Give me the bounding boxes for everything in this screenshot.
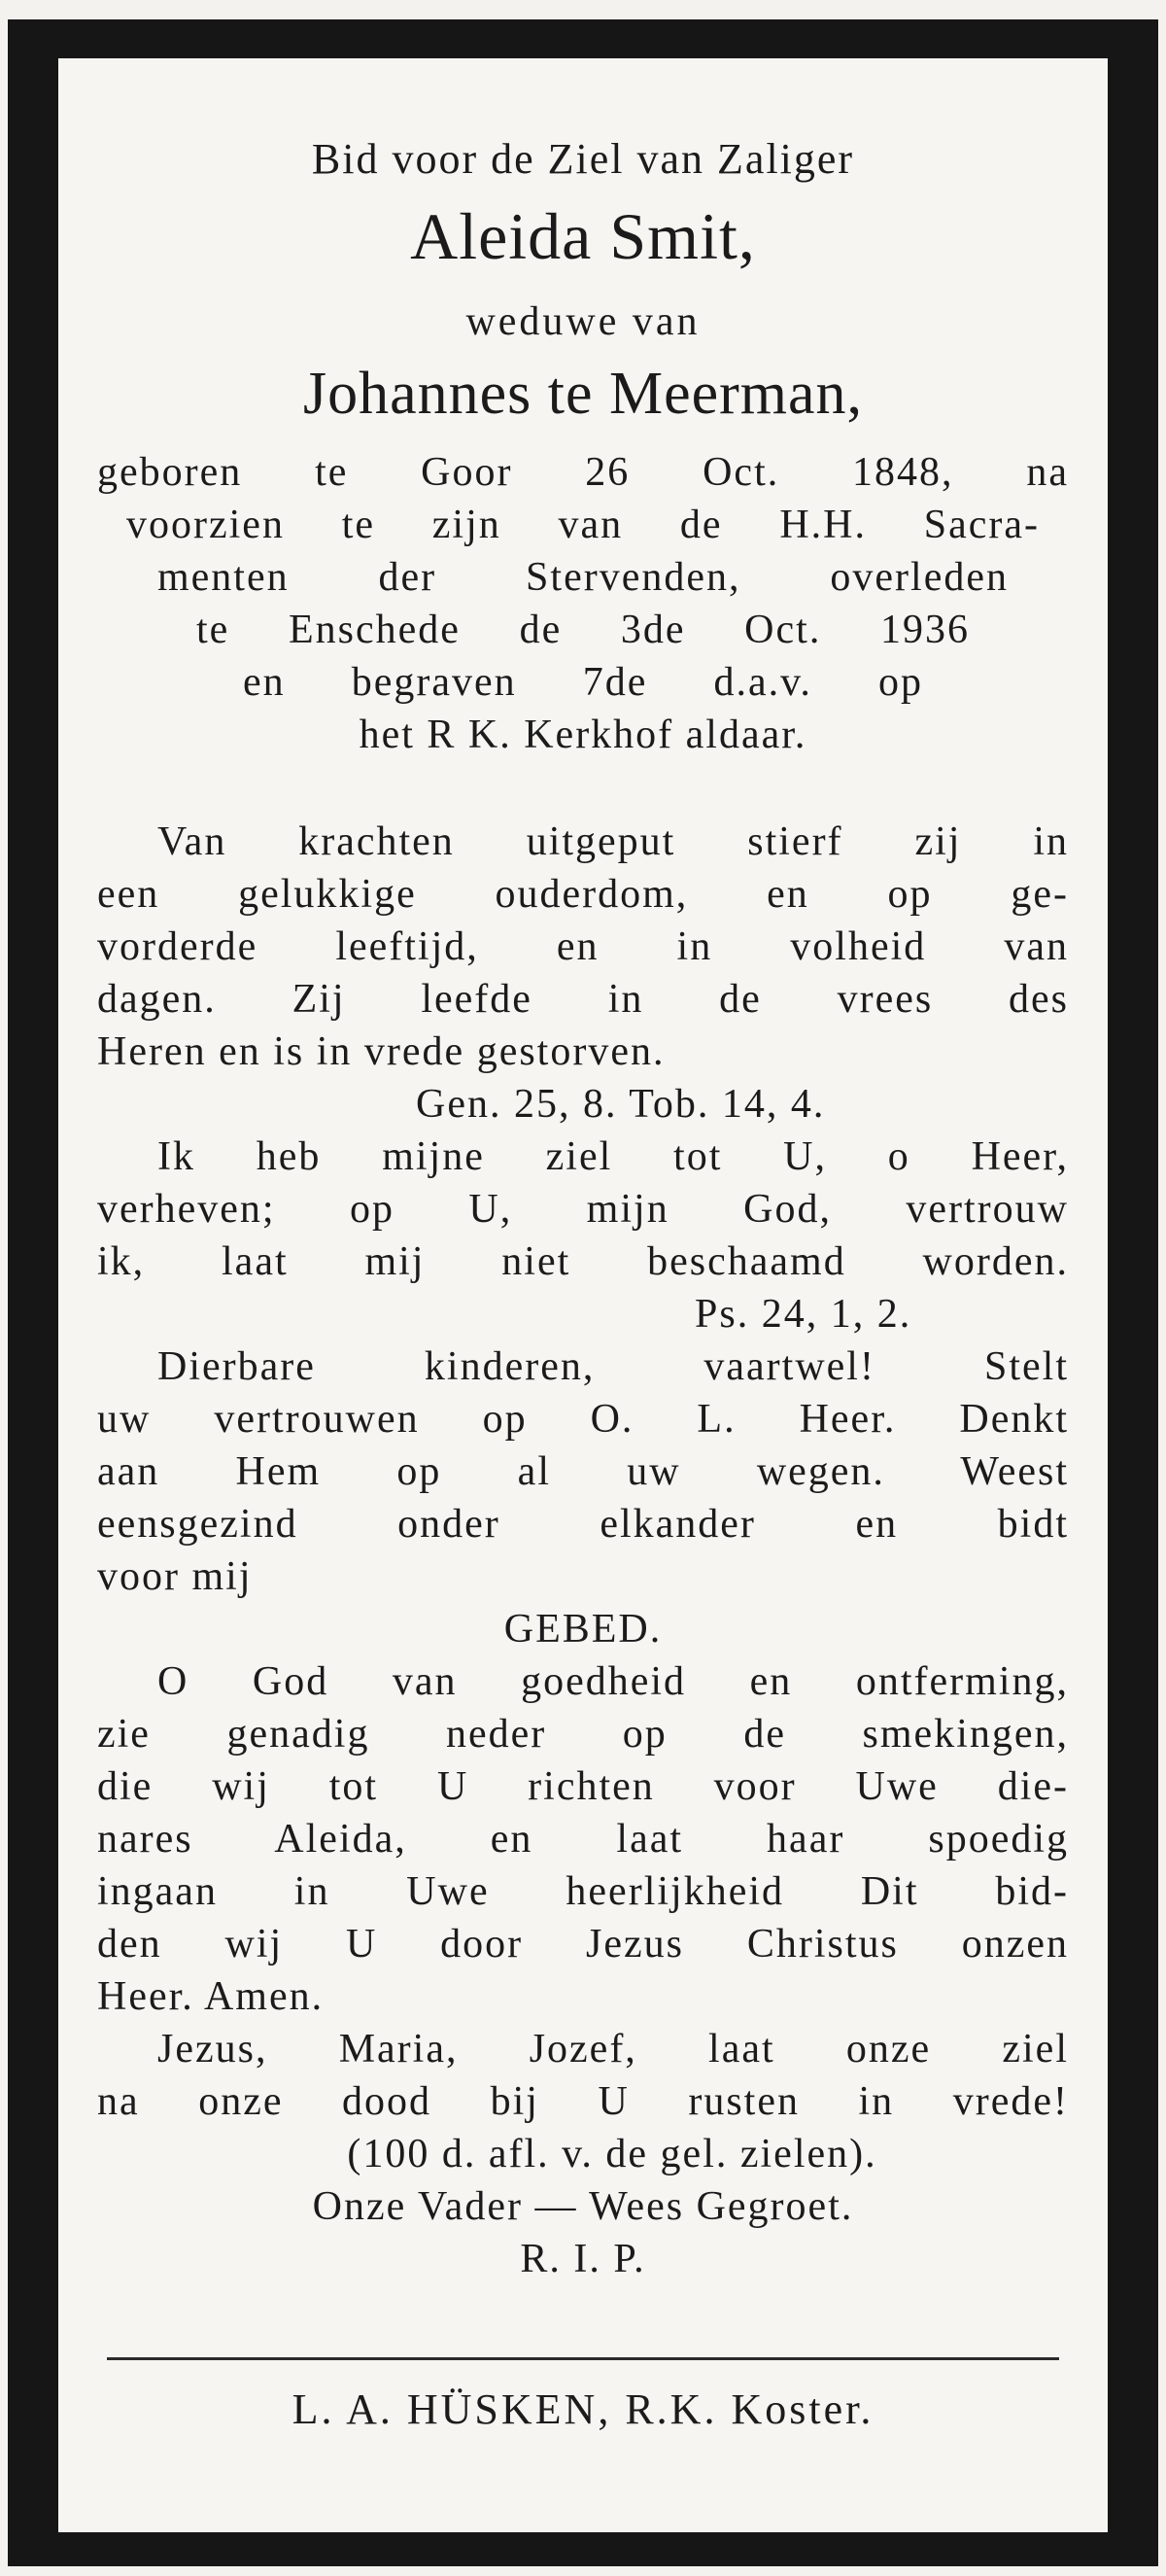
biography-line: het R K. Kerkhof aldaar. bbox=[359, 713, 807, 757]
farewell-line: voor mij bbox=[97, 1554, 253, 1599]
prayer-line: O God van goedheid en ontferming, bbox=[157, 1659, 1069, 1704]
prayer-line: Heer. Amen. bbox=[97, 1974, 325, 2019]
biography bbox=[97, 446, 1069, 761]
scripture-line: Ik heb mijne ziel tot U, o Heer, bbox=[157, 1134, 1069, 1179]
invocation-line: na onze dood bij U rusten in vrede! bbox=[97, 2079, 1069, 2124]
prayer-line: ingaan in Uwe heerlijkheid Dit bid- bbox=[97, 1869, 1069, 1914]
farewell-line: aan Hem op al uw wegen. Weest bbox=[97, 1449, 1069, 1494]
prayer bbox=[97, 1655, 1069, 2023]
prayer-line: den wij U door Jezus Christus onzen bbox=[97, 1922, 1069, 1967]
invocation bbox=[97, 2023, 1069, 2128]
scripture-2 bbox=[97, 1131, 1069, 1340]
prayer-heading: GEBED. bbox=[503, 1607, 663, 1652]
prayer-line: zie genadig neder op de smekingen, bbox=[97, 1712, 1069, 1757]
scripture-line: ik, laat mij niet beschaamd worden. bbox=[97, 1239, 1069, 1284]
scripture-line: Van krachten uitgeput stierf zij in bbox=[157, 819, 1069, 864]
prayer-line: nares Aleida, en laat haar spoedig bbox=[97, 1817, 1069, 1862]
invocation-line: Jezus, Maria, Jozef, laat onze ziel bbox=[157, 2027, 1069, 2071]
farewell-line: uw vertrouwen op O. L. Heer. Denkt bbox=[97, 1397, 1069, 1442]
biography-line: en begraven 7de d.a.v. op bbox=[243, 660, 923, 705]
farewell-line: Dierbare kinderen, vaartwel! Stelt bbox=[157, 1344, 1069, 1389]
scripture-reference: Ps. 24, 1, 2. bbox=[695, 1292, 912, 1337]
footer-divider bbox=[107, 2357, 1059, 2360]
scripture-line: verheven; op U, mijn God, vertrouw bbox=[97, 1187, 1069, 1232]
closing-prayers: Onze Vader — Wees Gegroet. bbox=[312, 2184, 854, 2229]
farewell-line: eensgezind onder elkander en bidt bbox=[97, 1502, 1069, 1547]
indulgence-note: (100 d. afl. v. de gel. zielen). bbox=[347, 2132, 877, 2176]
rip-line: R. I. P. bbox=[520, 2237, 646, 2281]
printer-credit: L. A. HÜSKEN, R.K. Koster. bbox=[292, 2385, 874, 2433]
farewell bbox=[97, 1340, 1069, 1603]
biography-line: te Enschede de 3de Oct. 1936 bbox=[196, 608, 970, 652]
scripture-line: vorderde leeftijd, en in volheid van bbox=[97, 924, 1069, 969]
prayer-line: die wij tot U richten voor Uwe die- bbox=[97, 1764, 1069, 1809]
scripture-reference: Gen. 25, 8. Tob. 14, 4. bbox=[416, 1082, 826, 1127]
biography-line: menten der Stervenden, overleden bbox=[157, 555, 1009, 600]
biography-line: voorzien te zijn van de H.H. Sacra- bbox=[126, 503, 1040, 547]
intro-line: Bid voor de Ziel van Zaliger bbox=[311, 135, 855, 183]
scripture-line: dagen. Zij leefde in de vrees des bbox=[97, 977, 1069, 1022]
relation-line: weduwe van bbox=[465, 299, 701, 344]
spouse-name: Johannes te Meerman, bbox=[302, 361, 864, 427]
deceased-name: Aleida Smit, bbox=[410, 199, 756, 273]
scripture-1 bbox=[97, 816, 1069, 1131]
card-text bbox=[97, 78, 1069, 2285]
scripture-line: een gelukkige ouderdom, en op ge- bbox=[97, 872, 1069, 917]
scripture-line: Heren en is in vrede gestorven. bbox=[97, 1029, 666, 1074]
biography-line: geboren te Goor 26 Oct. 1848, na bbox=[97, 450, 1069, 495]
